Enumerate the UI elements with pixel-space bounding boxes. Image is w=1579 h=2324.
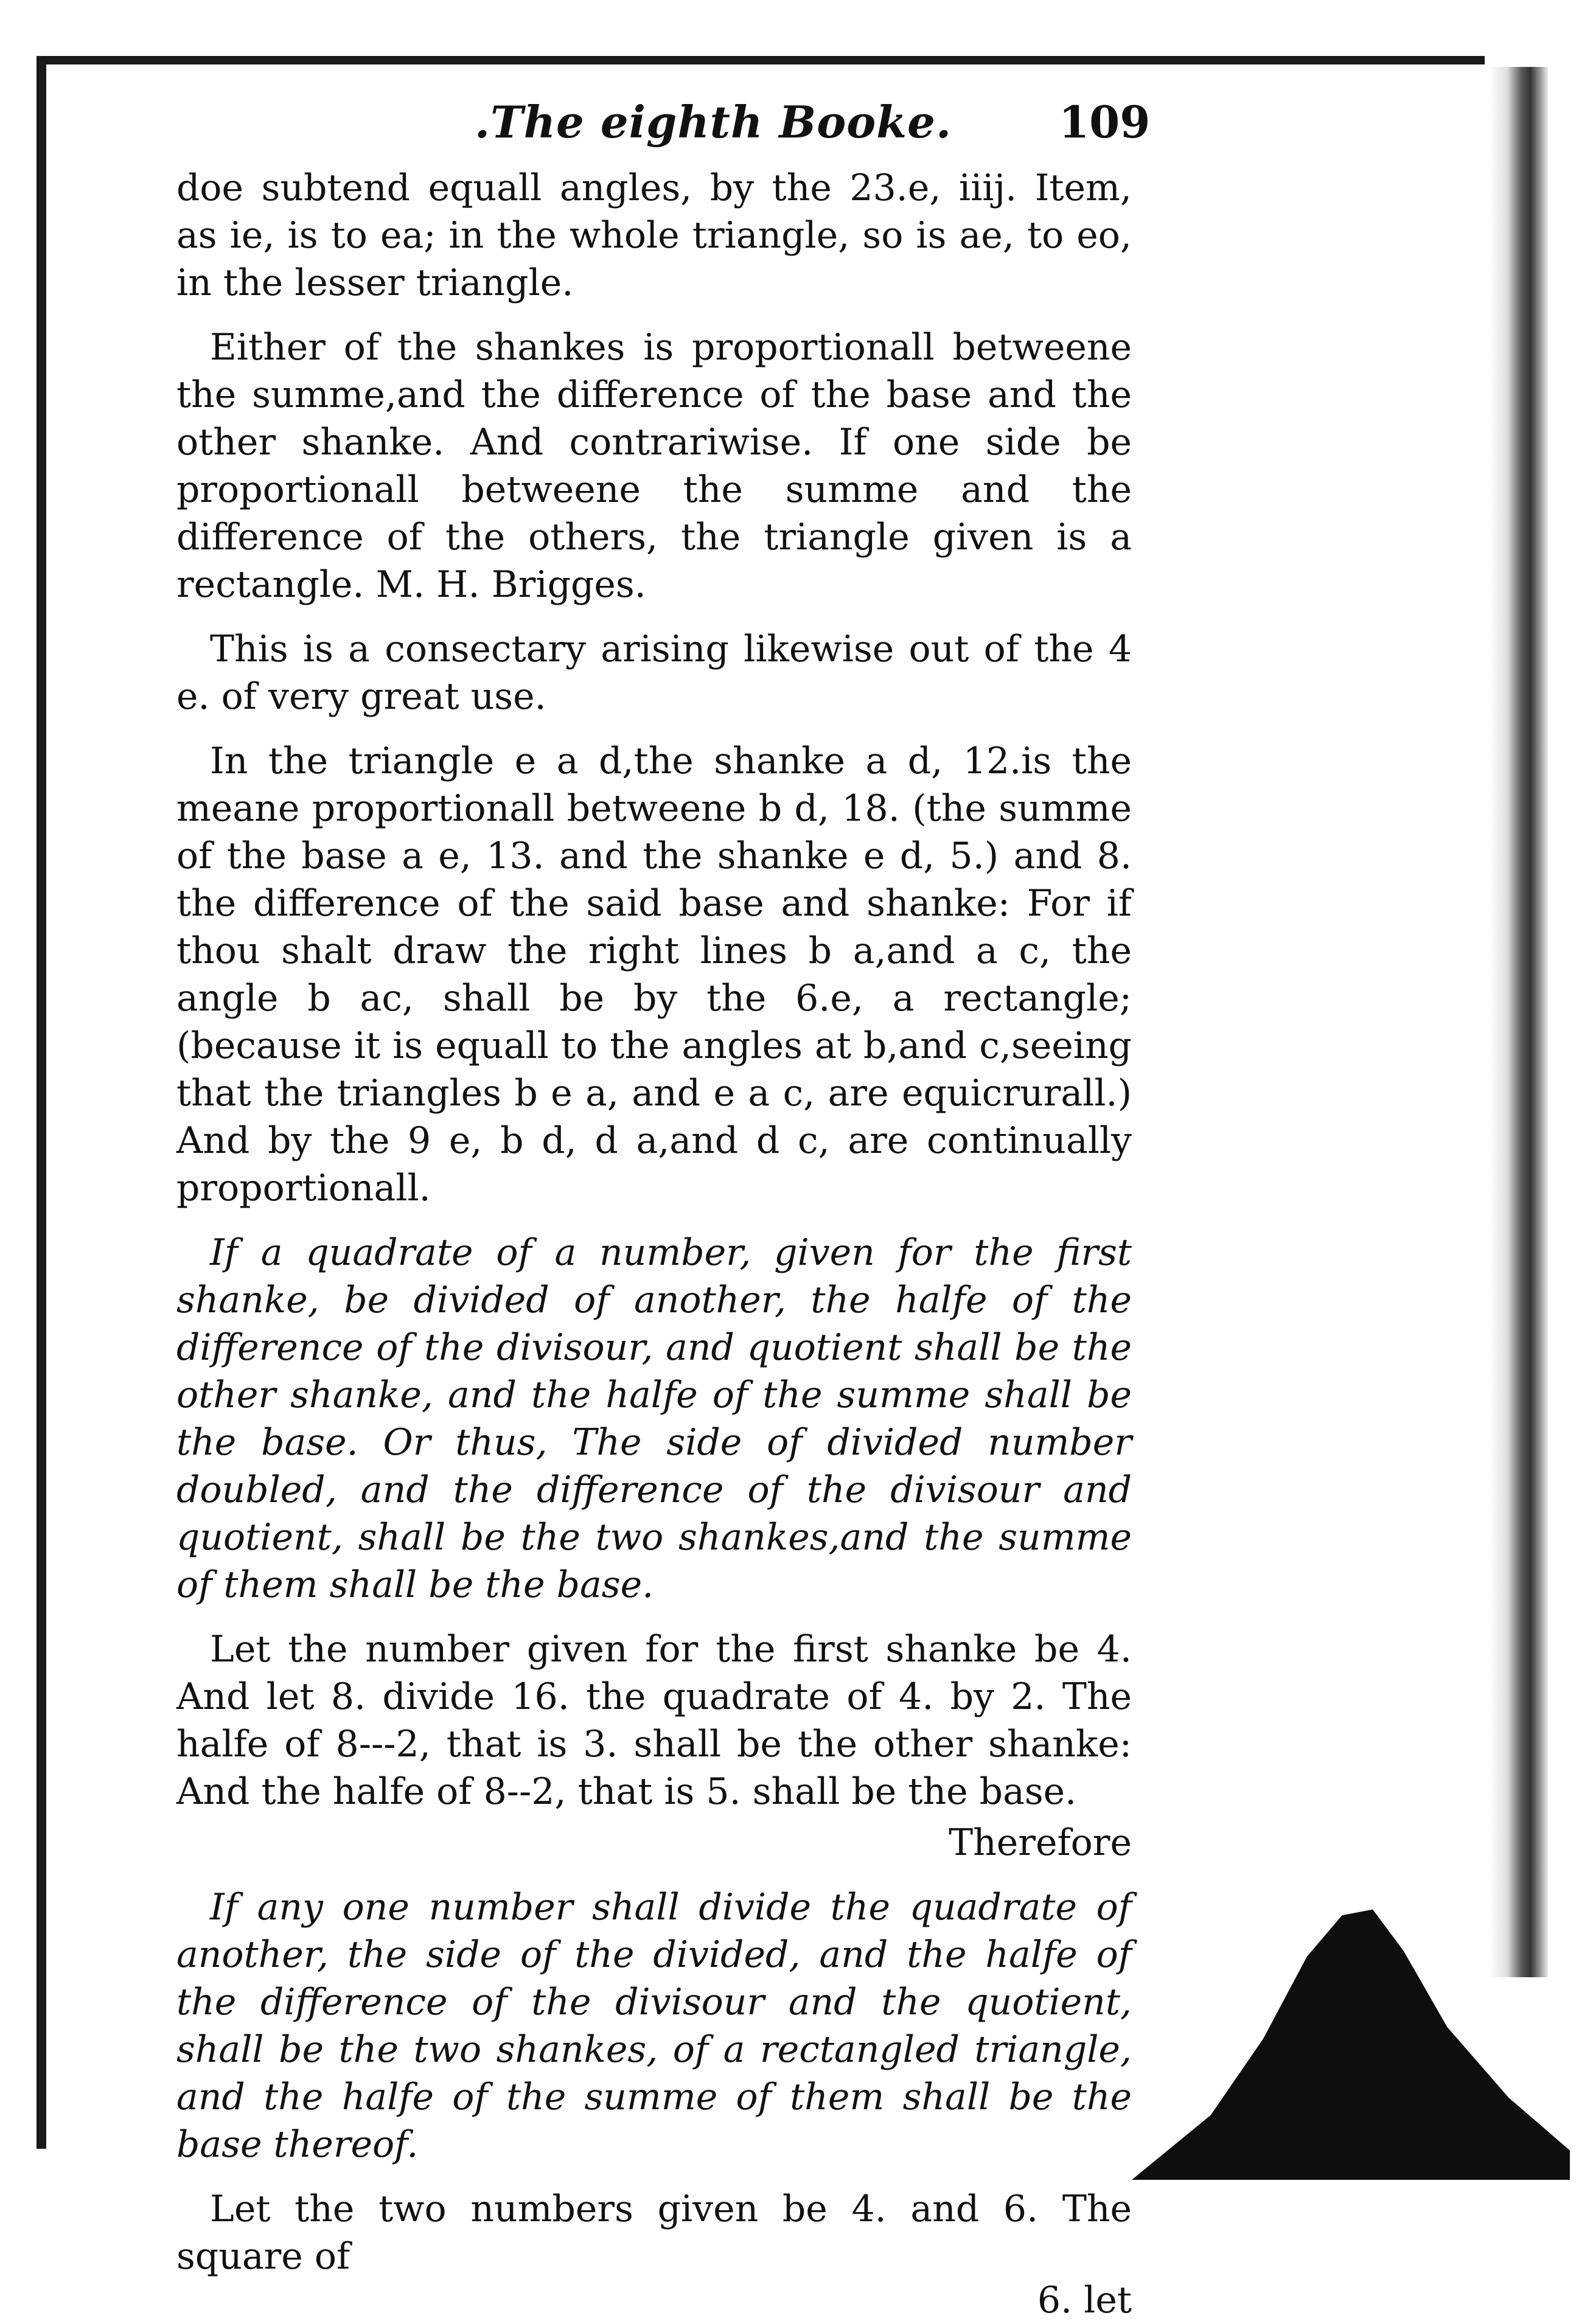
page-number: 109 <box>1059 96 1151 148</box>
paragraph-5: Let the number given for the first shanke be 4. And let 8. divide 16. the quadrate of 4. by 2. The halfe of 8---2, that is 3. shall be the other shanke: And the halfe of 8--2, that is 5. shall be the base. <box>176 1628 1132 1813</box>
scan-border-left <box>37 56 46 2149</box>
paragraph-4: In the triangle e a d,the shanke a d, 12.is the meane proportionall betweene b d, 18. (the summe of the base a e, 13. and the shanke e d, 5.) and 8. the difference of the said base and shanke: For if thou shalt draw the right lines b a,and a c, the angle b ac, shall be by the 6.e, a rectangle; (because it is equall to the angles at b,and c,seeing that the triangles b e a, and e a c, are equicrurall.) And by the 9 e, b d, d a,and d c, are continually proportionall. <box>176 740 1132 1209</box>
paragraph-3: This is a consectary arising likewise out of the 4 e. of very great use. <box>176 628 1132 718</box>
catchword: 6. let <box>1037 2279 1132 2322</box>
rule-paragraph-2: If any one number shall divide the quadrate of another, the side of the divided, and the halfe of the difference of the divisour and the quotient, shall be the two shankes, of a rectangled triangle, and the halfe of the summe of them shall be the base thereof. <box>176 1886 1132 2166</box>
paragraph-6: Let the two numbers given be 4. and 6. The square of <box>176 2188 1132 2278</box>
therefore-line: Therefore <box>949 1821 1132 1864</box>
paragraph-1: doe subtend equall angles, by the 23.e, iiij. Item, as ie, is to ea; in the whole triangle, so is ae, to eo, in the lesser triangle. <box>176 167 1132 304</box>
page-body <box>176 164 1132 2324</box>
scan-border-top <box>37 56 1485 64</box>
running-head: .The eighth Booke. <box>475 96 952 148</box>
rule-paragraph-1: If a quadrate of a number, given for the first shanke, be divided of another, the halfe of the difference of the divisour, and quotient shall be the other shanke, and the halfe of the summe shall be the base. Or thus, The side of divided number doubled, and the difference of the divisour and quotient, shall be the two shankes,and the summe of them shall be the base. <box>176 1231 1132 1606</box>
paragraph-2: Either of the shankes is proportionall betweene the summe,and the difference of the base and the other shanke. And contrariwise. If one side be proportionall betweene the summe and the difference of the others, the triangle given is a rectangle. M. H. Brigges. <box>176 326 1132 606</box>
page-header <box>176 91 1150 164</box>
scan-page-edge <box>1490 67 1548 1977</box>
